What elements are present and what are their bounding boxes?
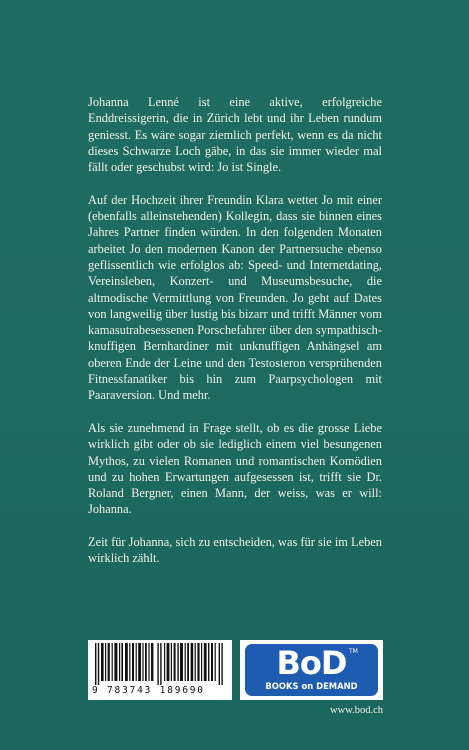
bod-logo-mark: BoD [276,644,347,682]
bod-logo-subtitle: BOOKS on DEMAND [265,681,358,691]
bod-logo-badge [245,644,378,696]
blurb-paragraph-1: Johanna Lenné ist eine aktive, erfolgreiche Enddreissigerin, die in Zürich lebt und ihr Leben rundum geniesst. Es wäre sogar ziemlich perfekt, wenn es da nicht dieses Schwarze Loch gäbe, in das sie immer wieder mal fällt oder geschubst wird: Jo ist Single. [88,95,382,175]
publisher-website: www.bod.ch [330,705,383,716]
isbn-number: 9 783743 189690 [92,685,205,696]
blurb-paragraph-2: Auf der Hochzeit ihrer Freundin Klara wettet Jo mit einer (ebenfalls alleinstehenden) Kollegin, dass sie binnen eines Jahres Partner finden würden. In den folgenden Monaten arbeitet Jo den modernen Kanon der Partnersuche ebenso geflissentlich wie erfolglos ab: Speed- und Internetdating, Vereinsleben, Konzert- und Museumsbesuche, die altmodische Vermittlung von Freunden. Jo geht auf Dates von langweilig über lustig bis bizarr und trifft Männer vom kamasutrabesessenen Porschefahrer über den sympathisch-knuffigen Bernhardiner mit unknuffigen Anhängsel am oberen Ende der Leine und den Testosteron versprühenden Fitnessfanatiker bis hin zum Paarpsychologen mit Paaraversion. Und mehr. [88,192,382,403]
publisher-logo [240,640,383,700]
blurb-paragraph-3: Als sie zunehmend in Frage stellt, ob es die grosse Liebe wirklich gibt oder ob sie lediglich einem viel besungenen Mythos, zu vielen Romanen und romantischen Komödien und zu hohen Erwartungen aufgesessen ist, trifft sie Dr. Roland Bergner, einen Mann, der weiss, was er will: Johanna. [88,420,382,517]
blurb-text [88,94,382,583]
isbn-barcode [88,640,232,700]
bod-trademark: TM [349,648,358,655]
blurb-paragraph-4: Zeit für Johanna, sich zu entscheiden, was für sie im Leben wirklich zählt. [88,535,382,566]
barcode-bars-icon [95,643,225,685]
